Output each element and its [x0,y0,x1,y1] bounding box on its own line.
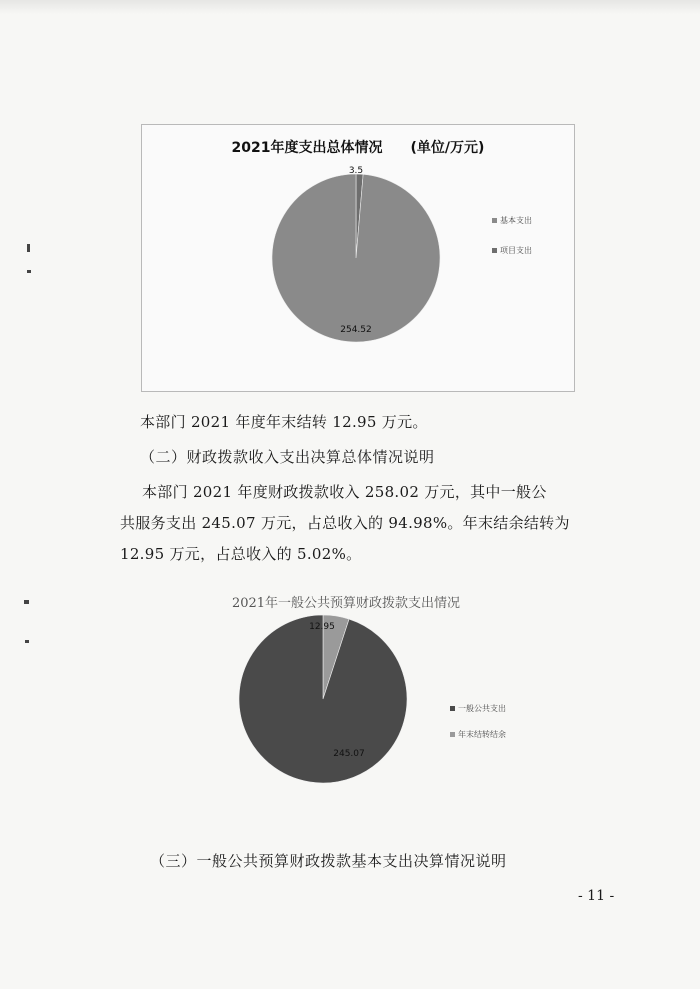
carryover-paragraph: 本部门 2021 年度年末结转 12.95 万元。 [140,413,428,431]
chart2-legend-item-0 [450,703,506,714]
chart1-title-text: 2021年度支出总体情况 [231,140,383,156]
chart2-legend-label-1: 年末结转结余 [458,730,506,739]
chart1-pie-svg [142,125,574,391]
chart1-legend-swatch-1 [492,248,497,253]
page-number: - 11 - [578,888,615,904]
scan-top-edge [0,0,700,14]
chart2-pie-svg [176,590,516,790]
binding-mark-4 [25,640,29,643]
chart1-unit-label: (单位/万元) [410,140,485,156]
section2-heading: （二）财政拨款收入支出决算总体情况说明 [140,448,435,466]
section2-line-1: 本部门 2021 年度财政拨款收入 258.02 万元，其中一般公 [142,483,547,501]
chart-expenditure-overview [141,124,575,392]
section2-line-2: 共服务支出 245.07 万元，占总收入的 94.98%。年末结余结转为 [120,514,570,532]
chart2-legend-swatch-1 [450,732,455,737]
binding-mark-1 [27,244,30,252]
chart-general-budget [176,590,516,790]
chart1-slice-0 [272,174,440,342]
chart1-data-label-0: 254.52 [340,325,372,335]
chart1-legend-item-0 [492,215,532,226]
chart2-slice-0 [239,615,407,783]
chart1-legend-item-1 [492,245,532,256]
section3-heading: （三）一般公共预算财政拨款基本支出决算情况说明 [150,852,507,870]
chart2-legend-swatch-0 [450,706,455,711]
chart1-data-label-1: 3.5 [348,166,364,176]
chart2-legend-item-1 [450,729,506,740]
chart1-legend-swatch-0 [492,218,497,223]
chart1-legend-label-0: 基本支出 [500,216,532,225]
chart1-legend-label-1: 项目支出 [500,246,532,255]
chart2-data-label-0: 245.07 [333,749,365,759]
chart2-legend-label-0: 一般公共支出 [458,704,506,713]
binding-mark-2 [27,270,31,273]
binding-mark-3 [24,600,29,604]
section2-line-3: 12.95 万元，占总收入的 5.02%。 [120,545,362,563]
chart2-title: 2021年一般公共预算财政拨款支出情况 [231,596,461,611]
chart2-data-label-1: 12.95 [309,622,335,632]
